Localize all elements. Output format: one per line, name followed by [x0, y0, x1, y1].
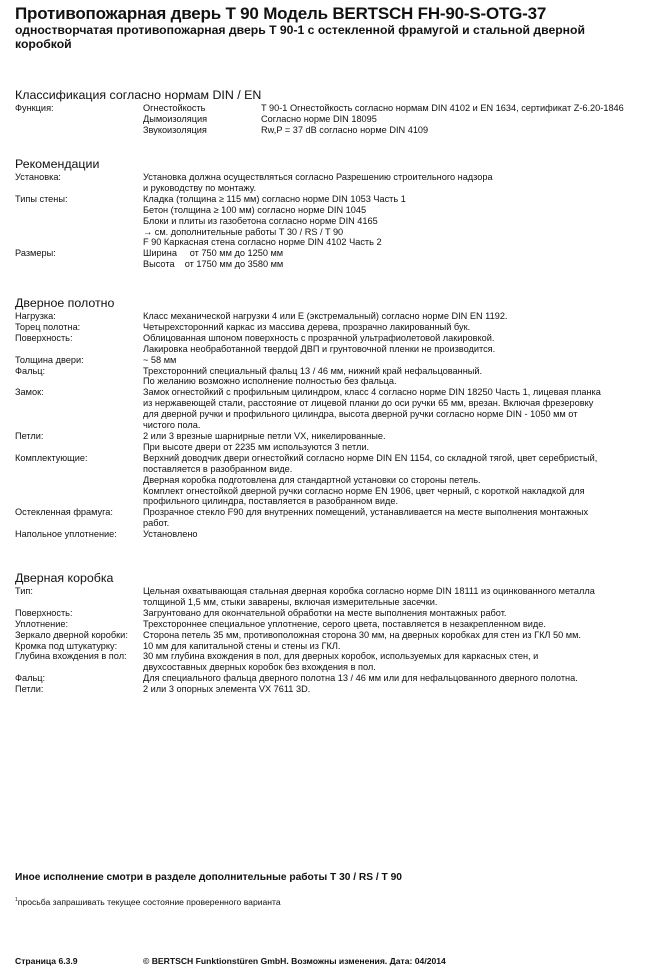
spec-value [143, 641, 645, 652]
spec-sublabel: Звукоизоляция [143, 124, 207, 135]
spec-value [143, 619, 645, 630]
spec-label: Петли: [15, 684, 44, 695]
spec-value [143, 355, 645, 366]
spec-value [143, 431, 645, 453]
spec-value-line: 10 мм для капитальной стены и стены из ГКЛ. [143, 640, 341, 651]
spec-label: Тип: [15, 586, 33, 596]
spec-row [15, 248, 645, 270]
spec-row [15, 507, 645, 529]
document-subtitle: одностворчатая противопожарная дверь T 90-1 с остекленной фрамугой и стальной дверной коробкой [15, 23, 585, 51]
spec-label: Торец полотна: [15, 321, 81, 332]
spec-value [143, 453, 645, 508]
section-title: Рекомендации [15, 157, 100, 171]
spec-value-line: Установка должна осуществляться согласно Разрешению строительного надзора [143, 172, 493, 182]
spec-row [15, 322, 645, 333]
spec-value-line: работ. [143, 518, 170, 529]
spec-row [15, 172, 645, 194]
spec-label: Типы стены: [15, 193, 68, 204]
spec-row [15, 431, 645, 453]
copyright: © BERTSCH Funktionstüren GmbH. Возможны изменения. Дата: 04/2014 [143, 956, 446, 966]
spec-value [143, 311, 645, 322]
spec-value-line: Класс механической нагрузки 4 или E (экстремальный) согласно норме DIN EN 1192. [143, 311, 508, 321]
spec-value [143, 651, 645, 673]
spec-row [15, 194, 645, 249]
spec-label: Поверхность: [15, 332, 73, 343]
spec-value [143, 507, 645, 529]
spec-value-line: → см. дополнительные работы T 30 / RS / T 90 [143, 226, 344, 237]
spec-value-line: 30 мм глубина вхождения в пол, для дверных коробок, используемых для каркасных стен, и [143, 651, 539, 662]
spec-label: Функция: [15, 103, 54, 113]
spec-label: Фальц: [15, 673, 46, 684]
spec-value: Согласно норме DIN 18095 [261, 113, 377, 124]
spec-label: Замок: [15, 387, 44, 398]
spec-value-line: Установлено [143, 529, 198, 540]
spec-row [15, 125, 645, 136]
footnote-mark: 1 [15, 897, 18, 903]
section-title: Дверная коробка [15, 571, 114, 585]
spec-label: Поверхность: [15, 607, 73, 618]
spec-sublabel: Дымоизоляция [143, 113, 208, 124]
spec-row [15, 684, 645, 695]
spec-value [143, 194, 645, 249]
page-number: Страница 6.3.9 [15, 956, 78, 966]
spec-value-line: Лакировка необработанной твердой ДВП и грунтовочной пленки не производится. [143, 343, 496, 354]
section-title: Дверное полотно [15, 296, 115, 310]
spec-value-line: При высоте двери от 2235 мм используются 3 петли. [143, 441, 370, 452]
section-door-frame [15, 572, 645, 695]
spec-row [15, 630, 645, 641]
spec-row [15, 608, 645, 619]
spec-label: Петли: [15, 430, 44, 441]
document-title: Противопожарная дверь T 90 Модель BERTSCH FH-90-S-OTG-37 [15, 4, 547, 23]
spec-value [143, 673, 645, 684]
spec-value-line: F 90 Каркасная стена согласно норме DIN 4102 Часть 2 [143, 237, 382, 248]
spec-row [15, 355, 645, 366]
spec-value-line: Прозрачное стекло F90 для внутренних помещений, устанавливается на месте выполнения монтажных [143, 507, 589, 518]
spec-value-line: Кладка (толщина ≥ 115 мм) согласно норме DIN 1053 Часть 1 [143, 193, 406, 204]
spec-row [15, 529, 645, 540]
spec-row [15, 103, 645, 114]
spec-value [143, 248, 645, 270]
spec-rows [15, 586, 645, 695]
spec-value-line: Замок огнестойкий с профильным цилиндром, класс 4 согласно норме DIN 18250 Часть 1, лицевая планка [143, 387, 601, 398]
spec-value-line: Трехстороннее специальное уплотнение, серого цвета, поставляется в незакрепленном виде. [143, 618, 546, 629]
spec-value: Rw,P = 37 dB согласно норме DIN 4109 [261, 124, 429, 135]
spec-value-line: Ширина от 750 мм до 1250 мм [143, 248, 284, 259]
spec-value-line: Комплект огнестойкой дверной ручки согласно норме EN 1906, цвет черный, с короткой накладкой для [143, 485, 585, 496]
spec-value-line: Четырехсторонний каркас из массива дерева, прозрачно лакированный бук. [143, 321, 471, 332]
spec-value [143, 529, 645, 540]
spec-value-line: Высота от 1750 мм до 3580 мм [143, 259, 284, 270]
spec-value-line: Загрунтовано для окончательной обработки на месте выполнения монтажных работ. [143, 607, 507, 618]
spec-sublabel: Огнестойкость [143, 103, 206, 113]
spec-value-line: Трехсторонний специальный фальц 13 / 46 мм, нижний край нефальцованный. [143, 365, 483, 376]
spec-label: Зеркало дверной коробки: [15, 629, 128, 640]
alternative-note: Иное исполнение смотри в разделе дополнительные работы T 30 / RS / T 90 [15, 872, 402, 883]
spec-value-line: для дверной ручки и профильного цилиндра, высота дверной ручки согласно норме DIN - 1050 мм от [143, 409, 578, 420]
spec-value-line: Блоки и плиты из газобетона согласно норме DIN 4165 [143, 215, 378, 226]
spec-value [143, 586, 645, 608]
spec-value [143, 172, 645, 194]
spec-rows [15, 311, 645, 540]
spec-value [143, 333, 645, 355]
spec-row [15, 619, 645, 630]
spec-row [15, 311, 645, 322]
spec-row [15, 453, 645, 508]
spec-label: Нагрузка: [15, 311, 56, 321]
spec-value [143, 630, 645, 641]
spec-value-line: Цельная охватывающая стальная дверная коробка согласно норме DIN 18111 из оцинкованного металла [143, 586, 595, 596]
spec-value-line: профильного цилиндра, поставляется в разобранном виде. [143, 496, 399, 507]
footnote [15, 897, 281, 907]
footnote-text: просьба запрашивать текущее состояние проверенного варианта [17, 897, 281, 907]
spec-label: Остекленная фрамуга: [15, 507, 113, 518]
spec-value [143, 387, 645, 431]
page-footer [15, 956, 446, 966]
section-door-leaf [15, 297, 645, 540]
spec-value: T 90-1 Огнестойкость согласно нормам DIN 4102 и EN 1634, сертификат Z-6.20-1846 [261, 103, 624, 113]
section-recommendations [15, 158, 645, 270]
spec-value-line: двухсоставных дверных коробок без вхождения в пол. [143, 662, 376, 673]
spec-value-line: и руководству по монтажу. [143, 182, 257, 193]
spec-value-line: поставляется в разобранном виде. [143, 463, 293, 474]
spec-label: Уплотнение: [15, 618, 69, 629]
spec-label: Толщина двери: [15, 354, 84, 365]
spec-value-line: По желанию возможно исполнение полностью без фальца. [143, 376, 397, 387]
spec-row [15, 586, 645, 608]
spec-row [15, 387, 645, 431]
spec-value-line: Облицованная шпоном поверхность с прозрачной ультрафиолетовой лакировкой. [143, 332, 495, 343]
spec-label: Комплектующие: [15, 452, 88, 463]
spec-label: Фальц: [15, 365, 46, 376]
spec-value-line: 2 или 3 опорных элемента VX 7611 3D. [143, 684, 311, 695]
spec-value-line: толщиной 1,5 мм, стыки заварены, включая измерительные засечки. [143, 596, 438, 607]
spec-value [143, 322, 645, 333]
spec-value-line: 2 или 3 врезные шарнирные петли VX, никелированные. [143, 430, 386, 441]
spec-value [143, 684, 645, 695]
spec-label: Установка: [15, 172, 61, 182]
spec-row [15, 366, 645, 388]
spec-value-line: Бетон (толщина ≥ 100 мм) согласно норме DIN 1045 [143, 204, 367, 215]
section-classification [15, 89, 645, 136]
spec-label: Напольное уплотнение: [15, 529, 117, 540]
spec-value-line: Дверная коробка подготовлена для стандартной установки со стороны петель. [143, 474, 481, 485]
spec-value-line: чистого пола. [143, 420, 201, 431]
spec-value-line: Для специального фальца дверного полотна 13 / 46 мм или для нефальцованного дверного полотна. [143, 673, 578, 684]
spec-row [15, 641, 645, 652]
spec-value-line: ~ 58 мм [143, 354, 177, 365]
spec-value-line: Сторона петель 35 мм, противоположная сторона 30 мм, на дверных коробках для стен из ГКЛ 50 мм. [143, 629, 581, 640]
spec-label: Глубина вхождения в пол: [15, 651, 127, 662]
section-title: Классификация согласно нормам DIN / EN [15, 88, 262, 102]
spec-value-line: из нержавеющей стали, расстояние от лицевой планки до оси ручки 65 мм, врезан. Включая фрезеровку [143, 398, 594, 409]
spec-row [15, 114, 645, 125]
spec-value [143, 366, 645, 388]
spec-row [15, 673, 645, 684]
spec-value [143, 608, 645, 619]
spec-rows [15, 172, 645, 270]
spec-label: Размеры: [15, 248, 56, 259]
spec-label: Кромка под штукатурку: [15, 640, 118, 651]
spec-value-line: Верхний доводчик двери огнестойкий согласно норме DIN EN 1154, со складной тягой, цвет серебристый, [143, 452, 598, 463]
spec-row [15, 651, 645, 673]
spec-row [15, 333, 645, 355]
